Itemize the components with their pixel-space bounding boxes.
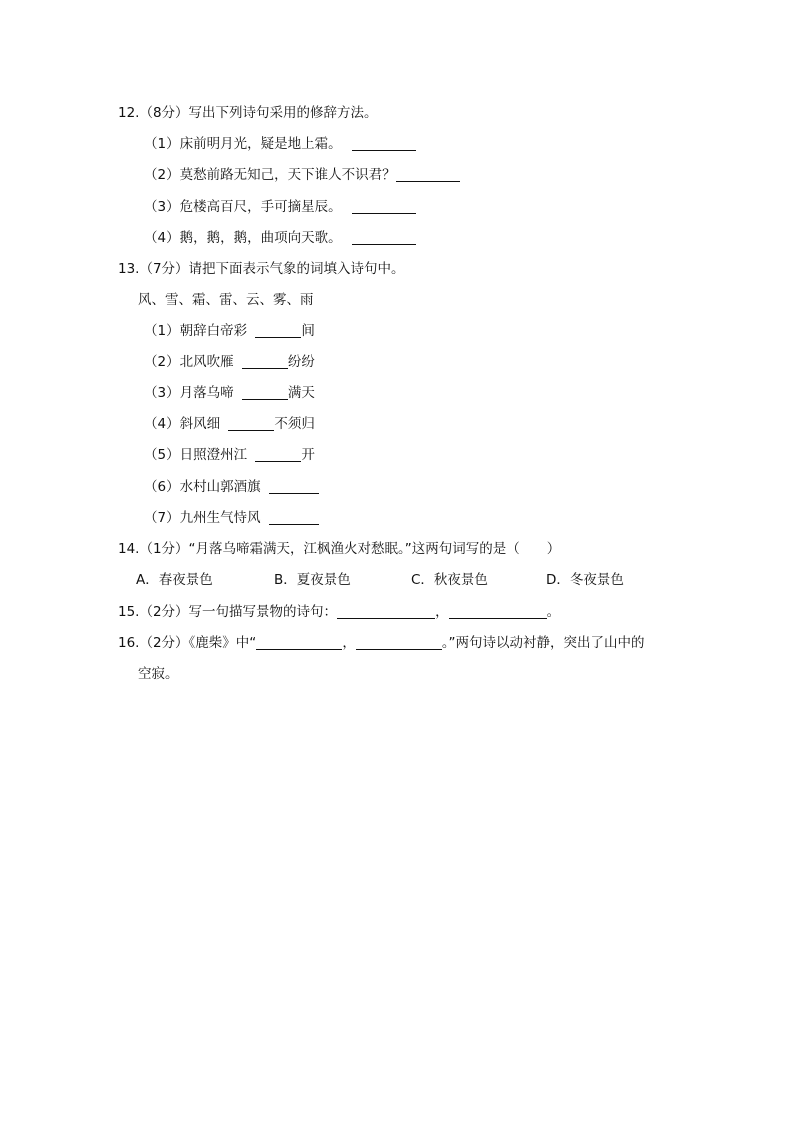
q13-item-4: （4）斜风细 不须归 — [144, 416, 315, 432]
answer-blank[interactable] — [352, 199, 416, 214]
answer-blank[interactable] — [255, 447, 301, 462]
q14-option-d[interactable]: D．冬夜景色 — [546, 572, 624, 588]
answer-blank[interactable] — [352, 230, 416, 245]
q13-item-1: （1）朝辞白帝彩 间 — [144, 323, 315, 339]
q14-option-b[interactable]: B．夏夜景色 — [274, 572, 351, 588]
q13-header: 13.（7分）请把下面表示气象的词填入诗句中。 — [118, 261, 405, 277]
answer-blank[interactable] — [242, 354, 288, 369]
q12-item-4: （4）鹅，鹅，鹅，曲项向天歌。 — [144, 229, 416, 247]
answer-blank[interactable] — [256, 635, 342, 650]
answer-blank[interactable] — [396, 167, 460, 182]
q12-item-3: （3）危楼高百尺，手可摘星辰。 — [144, 198, 416, 216]
q14-header: 14.（1分）“月落乌啼霜满天，江枫渔火对愁眠。”这两句词写的是（ ） — [118, 541, 561, 557]
q14-option-c[interactable]: C．秋夜景色 — [411, 572, 488, 588]
q13-item-7: （7）九州生气恃风 — [144, 509, 319, 527]
answer-blank[interactable] — [352, 136, 416, 151]
q16-line: 16.（2分）《鹿柴》中“ ， 。”两句诗以动衬静，突出了山中的 — [118, 635, 645, 651]
q12-header: 12.（8分）写出下列诗句采用的修辞方法。 — [118, 105, 378, 121]
answer-blank[interactable] — [269, 510, 319, 525]
q13-item-5: （5）日照澄州江 开 — [144, 447, 315, 463]
q14-option-a[interactable]: A．春夜景色 — [136, 572, 213, 588]
answer-blank[interactable] — [356, 635, 442, 650]
answer-blank[interactable] — [269, 479, 319, 494]
answer-blank[interactable] — [255, 323, 301, 338]
answer-blank[interactable] — [242, 385, 288, 400]
q12-item-1: （1）床前明月光，疑是地上霜。 — [144, 135, 416, 153]
answer-blank[interactable] — [228, 416, 274, 431]
q12-item-2: （2）莫愁前路无知己，天下谁人不识君？ — [144, 166, 460, 184]
q13-item-3: （3）月落乌啼 满天 — [144, 385, 315, 401]
answer-blank[interactable] — [337, 604, 435, 619]
q13-item-2: （2）北风吹雁 纷纷 — [144, 354, 315, 370]
q13-item-6: （6）水村山郭酒旗 — [144, 478, 319, 496]
q16-continuation: 空寂。 — [138, 666, 179, 682]
answer-blank[interactable] — [449, 604, 547, 619]
q13-word-bank: 风、雪、霜、雷、云、雾、雨 — [138, 292, 314, 308]
q15-line: 15.（2分）写一句描写景物的诗句： ， 。 — [118, 604, 561, 620]
